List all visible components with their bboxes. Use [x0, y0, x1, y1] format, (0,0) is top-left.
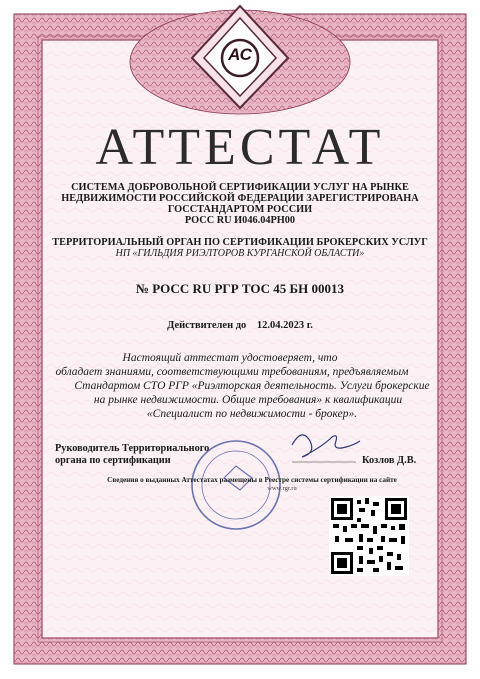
- body-line-4: на рынке недвижимости. Общие требования» к квалификации: [93, 394, 403, 406]
- system-line-3: ГОССТАНДАРТОМ РОССИИ: [167, 204, 313, 215]
- valid-label: Действителен до: [167, 320, 247, 331]
- qr-code[interactable]: [329, 496, 409, 576]
- body-line-2: обладает знаниями, соответствующими требованиям, предъявляемым: [55, 366, 409, 378]
- logo-letters: АС: [228, 45, 252, 64]
- territorial-organ: ТЕРРИТОРИАЛЬНЫЙ ОРГАН ПО СЕРТИФИКАЦИИ БРОКЕРСКИХ УСЛУГ: [52, 237, 428, 248]
- body-line-1: Настоящий аттестат удостоверяет, что: [122, 352, 338, 364]
- organ-name: НП «ГИЛЬДИЯ РИЭЛТОРОВ КУРГАНСКОЙ ОБЛАСТИ»: [115, 248, 365, 259]
- system-line-1: СИСТЕМА ДОБРОВОЛЬНОЙ СЕРТИФИКАЦИИ УСЛУГ НА РЫНКЕ: [71, 182, 409, 193]
- valid-date: 12.04.2023 г.: [256, 320, 313, 331]
- registry-site: www.rgr.ru: [267, 485, 297, 492]
- certificate-title: АТТЕСТАТ: [95, 119, 385, 176]
- registration-code: РОСС RU И046.04РН00: [184, 215, 296, 226]
- signatory-label-2: органа по сертификации: [55, 455, 171, 466]
- registry-info: Сведения о выданных Аттестатах размещены в Реестре системы сертификации на сайте: [107, 476, 397, 484]
- body-line-5: «Специалист по недвижимости - брокер».: [146, 408, 358, 420]
- signatory-label-1: Руководитель Территориального: [55, 443, 210, 454]
- certificate-number: № РОСС RU РГР ТОС 45 БН 00013: [135, 281, 345, 296]
- validity: [0, 320, 480, 331]
- system-line-2: НЕДВИЖИМОСТИ РОССИЙСКОЙ ФЕДЕРАЦИИ ЗАРЕГИСТРИРОВАНА: [61, 193, 419, 204]
- signatory-name: Козлов Д.В.: [362, 455, 417, 466]
- body-line-3: Стандартом СТО РГР «Риэлторская деятельность. Услуги брокерские: [74, 380, 430, 392]
